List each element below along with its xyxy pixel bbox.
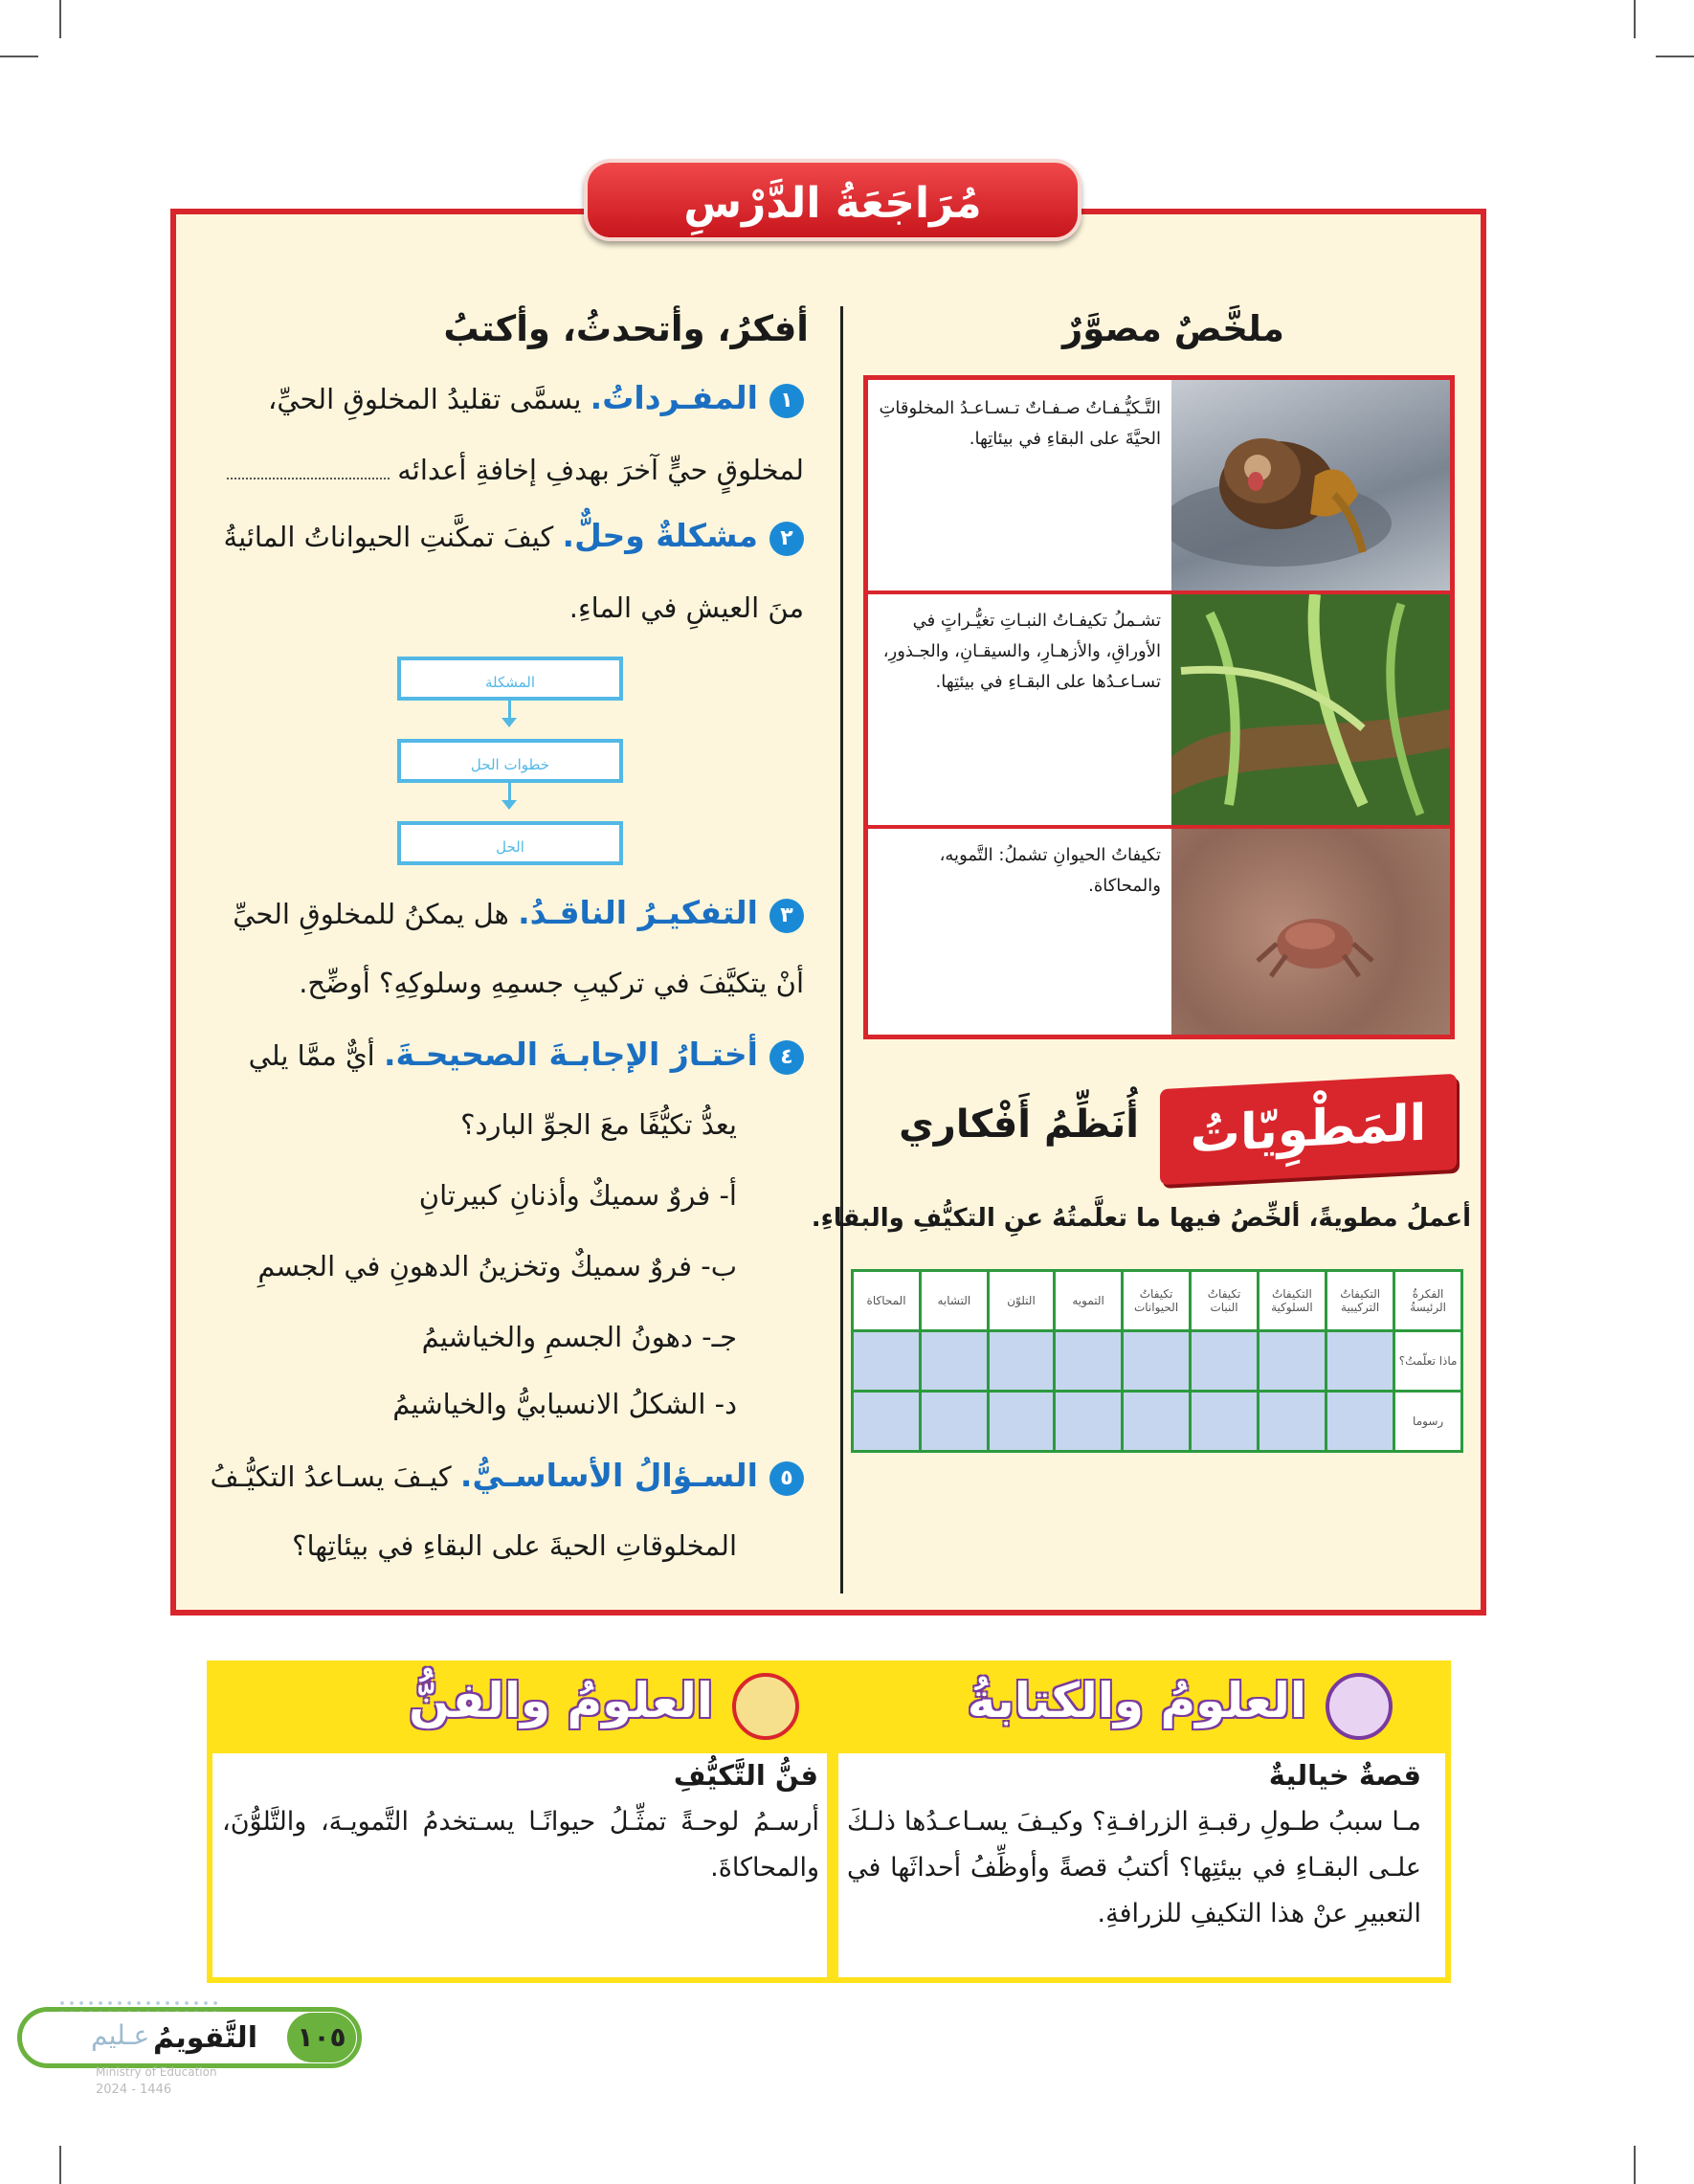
summary-text: التَّـكيُّـفـاتُ صـفـاتٌ تـسـاعـدُ المخلوقاتِ الحيَّةَ على البقاءِ في بيئاتِها. (879, 398, 1161, 449)
watermark-dots-icon (57, 1998, 220, 2012)
footer-section-label: التَّقويمُ (153, 2021, 257, 2055)
summary-text: تكيفاتُ الحيوانِ تشملُ: التَّمويه، والمحاكاة. (939, 845, 1161, 896)
question-title: مشكلةٌ وحلٌّ. (562, 517, 758, 554)
table-cell[interactable] (1191, 1331, 1258, 1392)
table-header-cell: التلوّن (988, 1271, 1055, 1331)
plant-photo (1171, 594, 1450, 825)
art-box-title: العلومُ والفنُّ (409, 1673, 713, 1728)
table-cell[interactable] (1258, 1392, 1326, 1452)
table-cell[interactable] (1122, 1331, 1191, 1392)
table-row-label: رسوما (1394, 1392, 1462, 1452)
table-header-cell: التكيفاتُ التركيبية (1326, 1271, 1394, 1331)
table-cell[interactable] (988, 1331, 1055, 1392)
flowchart-solution-box[interactable]: الحل (397, 821, 623, 865)
question-5-line2: المخلوقاتِ الحيةَ على البقاءِ في بيئاتِها؟ (292, 1529, 737, 1562)
table-header-cell: المحاكاة (853, 1271, 921, 1331)
table-cell[interactable] (1055, 1331, 1122, 1392)
answer-blank[interactable] (227, 478, 390, 479)
flowchart-arrow (508, 701, 511, 720)
crop-mark (1656, 56, 1694, 57)
art-box-subtitle: فنُّ التَّكيُّفِ (673, 1759, 818, 1792)
foldables-badge: المَطْوِيّاتُ (1160, 1074, 1457, 1185)
table-cell[interactable] (1258, 1331, 1326, 1392)
foldables-table (851, 1269, 1463, 1453)
crop-mark (59, 2146, 61, 2184)
table-header-cell: تكيفاتُ النبات (1191, 1271, 1258, 1331)
summary-text: تشـملُ تكيفـاتُ النبـاتِ تغيُّـراتٍ في الأوراقِ، والأزهـارِ، والسيقـانِ، والجـذورِ، تسـاعـدُها على البقـاءِ في بيئتِها. (882, 611, 1161, 692)
crop-mark (1634, 2146, 1636, 2184)
table-header-cell: الفكرةُ الرئيسةُ (1394, 1271, 1462, 1331)
question-5 (134, 1459, 804, 1496)
question-text: هل يمكنُ للمخلوقِ الحيِّ (233, 898, 519, 930)
option-d[interactable]: د- الشكلُ الانسيابيُّ والخياشيمُ (392, 1388, 737, 1420)
writing-box-title: العلومُ والكتابةُ (967, 1673, 1306, 1728)
table-header-cell: تكيفاتُ الحيوانات (1122, 1271, 1191, 1331)
paintbrush-icon (732, 1673, 799, 1740)
question-text: كيـفَ يسـاعدُ التكيُّـفُ (210, 1460, 460, 1493)
summary-row (868, 591, 1450, 829)
question-4-line2: يعدُّ تكيُّفًا معَ الجوِّ البارد؟ (460, 1108, 737, 1141)
table-header-cell: التمويه (1055, 1271, 1122, 1331)
writing-box-body: مـا سببُ طـولِ رقبـةِ الزرافـةِ؟ وكيـفَ يسـاعـدُها ذلـكَ علـى البقـاءِ في بيئتِها؟ أكتبُ قصةً وأوظِّفُ أحداثَها في التعبيرِ عنْ هذا التكيفِ للزرافةِ. (847, 1807, 1421, 1928)
question-number: ٤ (769, 1040, 804, 1075)
page-number: ١٠٥ (287, 2013, 356, 2062)
question-text: لمخلوقٍ حيٍّ آخرَ بهدفِ إخافةِ أعدائه (397, 454, 804, 486)
question-3-line2: أنْ يتكيَّفَ في تركيبِ جسمِهِ وسلوكِهِ؟ أوضِّح. (299, 967, 804, 999)
table-cell[interactable] (988, 1392, 1055, 1452)
question-title: المفـرداتُ. (590, 379, 758, 416)
camouflaged-crab-photo (1171, 829, 1450, 1035)
crop-mark (0, 56, 38, 57)
summary-row (868, 380, 1450, 591)
question-text: كيفَ تمكَّنتِ الحيواناتُ المائيةُ (223, 521, 563, 553)
question-2-line2: منَ العيشِ في الماءِ. (568, 591, 804, 624)
table-row-label: ماذا تعلّمتُ؟ (1394, 1331, 1462, 1392)
question-text: أيٌّ ممَّا يلي (248, 1039, 384, 1072)
table-header-cell: التكيفاتُ السلوكية (1258, 1271, 1326, 1331)
table-cell[interactable] (921, 1392, 988, 1452)
lesson-review-banner: مُرَاجَعَةُ الدَّرْسِ (584, 159, 1081, 241)
table-row (853, 1392, 1462, 1452)
table-cell[interactable] (1055, 1392, 1122, 1452)
sea-otter-photo (1171, 380, 1450, 591)
table-row (853, 1331, 1462, 1392)
question-3 (134, 896, 804, 933)
table-cell[interactable] (853, 1331, 921, 1392)
art-box-body: أرسـمُ لوحـةً تمثِّـلُ حيوانًـا يسـتخدمُ التَّمويـهَ، والتَّلوُّنَ، والمحاكاةَ. (222, 1807, 819, 1883)
crop-mark (1634, 0, 1636, 38)
flowchart-problem-box[interactable]: المشكلة (397, 657, 623, 701)
table-cell[interactable] (921, 1331, 988, 1392)
option-b[interactable]: ب- فروٌ سميكٌ وتخزينُ الدهونِ في الجسمِ (257, 1250, 737, 1282)
visual-summary-panel (863, 375, 1455, 1039)
table-cell[interactable] (1326, 1331, 1394, 1392)
table-header-cell: التشابه (921, 1271, 988, 1331)
question-number: ٢ (769, 522, 804, 556)
question-2 (134, 519, 804, 556)
arrow-head-icon (502, 718, 517, 727)
table-cell[interactable] (853, 1392, 921, 1452)
question-4 (134, 1037, 804, 1075)
watermark-logo: عـليم (91, 2019, 150, 2051)
arrow-head-icon (502, 800, 517, 810)
crop-mark (59, 0, 61, 38)
question-number: ٣ (769, 899, 804, 933)
question-title: السـؤالُ الأساسـيُّ. (459, 1457, 758, 1494)
option-a[interactable]: أ- فروٌ سميكٌ وأذنانِ كبيرتانِ (418, 1179, 737, 1212)
question-1 (134, 381, 804, 418)
table-cell[interactable] (1122, 1392, 1191, 1452)
question-title: التفكيـرُ الناقـدُ. (518, 894, 758, 931)
table-cell[interactable] (1326, 1392, 1394, 1452)
ministry-label: Ministry of Education (96, 2065, 217, 2079)
flowchart-arrow (508, 783, 511, 802)
question-number: ٥ (769, 1461, 804, 1496)
table-header-row (853, 1271, 1462, 1331)
flowchart-steps-box[interactable]: خطوات الحل (397, 739, 623, 783)
summary-row (868, 825, 1450, 1038)
foldables-instruction: أعملُ مطويةً، ألخِّصُ فيها ما تعلَّمتُهُ عنِ التكيُّفِ والبقاءِ. (811, 1204, 1471, 1233)
foldables-title: أُنَظِّمُ أَفْكاري (899, 1103, 1139, 1147)
think-talk-write-heading: أفكرُ، وأتحدثُ، وأكتبُ (443, 308, 809, 349)
question-number: ١ (769, 384, 804, 418)
question-title: أختـارُ الإجابـةَ الصحيحـةَ. (383, 1036, 758, 1073)
table-cell[interactable] (1191, 1392, 1258, 1452)
writing-box-subtitle: قصةٌ خياليةٌ (1268, 1759, 1421, 1792)
column-divider (840, 306, 843, 1593)
question-text: يسمَّى تقليدُ المخلوقِ الحيِّ، (267, 383, 591, 415)
visual-summary-heading: ملخَّصٌ مصوَّرٌ (1062, 308, 1284, 349)
pencil-paper-icon (1326, 1673, 1393, 1740)
option-c[interactable]: جـ- دهونُ الجسمِ والخياشيمُ (421, 1321, 737, 1353)
year-label: 2024 - 1446 (96, 2083, 172, 2097)
question-1-line2 (191, 454, 804, 486)
